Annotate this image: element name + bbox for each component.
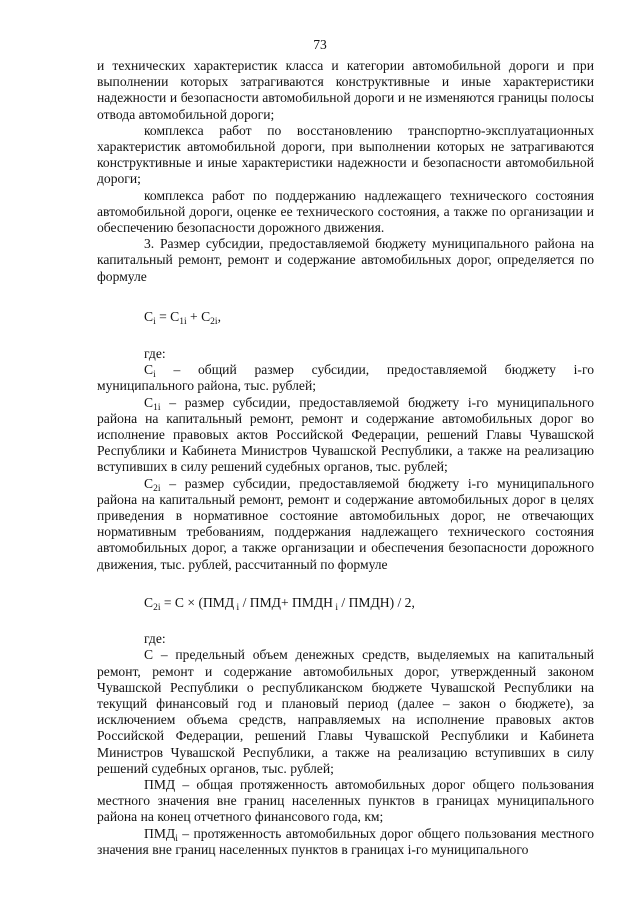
- definition-pmdi: $ПМД_i$ – протяженность автомобильных дорог общего пользования местного значения вне границ населенных пунктов в границах i-го муниципального: [97, 825, 594, 857]
- definition-c1i: $C_{1i}$ – размер субсидии, предоставляемой бюджету i-го муниципального района на капитальный ремонт, ремонт и содержание автомобильных дорог во исполнение правовых актов Российской Федерации, решений Главы Чувашской Республики и Кабинета Министров Чувашской Республики, а также на реализацию вступивших в силу решений судебных органов, тыс. рублей;: [97, 394, 594, 475]
- page-body: [97, 58, 594, 858]
- paragraph-restoration-works: комплекса работ по восстановлению транспортно-эксплуатационных характеристик автомобильной дороги, при выполнении которых не затрагиваются конструктивные и иные характеристики надежности и безопасности автомобильной дороги;: [97, 122, 594, 187]
- paragraph-maintenance-works: комплекса работ по поддержанию надлежащего технического состояния автомобильной дороги, оценке ее технического состояния, а также по организации и обеспечению безопасности дорожного движения.: [97, 187, 594, 236]
- definition-c: С – предельный объем денежных средств, выделяемых на капитальный ремонт, ремонт и содержание автомобильных дорог, утвержденный законом Чувашской Республики о республиканском бюджете Чувашской Республики на текущий финансовый год и плановый период (далее – закон о бюджете), за исключением объема средств, направляемых на исполнение правовых актов Российской Федерации, решений Главы Чувашской Республики и Кабинета Министров Чувашской Республики, а также на реализацию вступивших в силу решений судебных органов, тыс. рублей;: [97, 647, 594, 776]
- paragraph-subsidy-size: 3. Размер субсидии, предоставляемой бюджету муниципального района на капитальный ремонт, ремонт и содержание автомобильных дорог, определяется по формуле: [97, 236, 594, 284]
- where-label: где:: [144, 346, 166, 362]
- paragraph-continuation: и технических характеристик класса и категории автомобильной дороги и при выполнении которых затрагиваются конструктивные и иные характеристики надежности и безопасности автомобильной дороги и не изменяются границы полосы отвода автомобильной дороги;: [97, 58, 594, 122]
- definition-c2i: $C_{2i}$ – размер субсидии, предоставляемой бюджету i-го муниципального района на капитальный ремонт, ремонт и содержание автомобильных дорог в целях приведения в нормативное состояние автомобильных дорог, не отвечающих нормативным требованиям, поддержания надлежащего технического состояния автомобильных дорог, а также организации и обеспечения безопасности дорожного движения, тыс. рублей, рассчитанный по формуле: [97, 475, 594, 572]
- definition-ci: $C_i$ – общий размер субсидии, предоставляемой бюджету i-го муниципального района, тыс. рублей;: [97, 362, 594, 394]
- formula-total-subsidy: $C_i = C_{1i} + C_{2i}$,: [144, 308, 221, 327]
- definition-pmd: ПМД – общая протяженность автомобильных дорог общего пользования местного значения вне границ населенных пунктов в границах муниципального района на конец отчетного финансового года, км;: [97, 776, 594, 825]
- formula-c2i: $C_{2i} = C \times (ПМД$ $_i$ / ПМД+ ПМДН $_i$ / ПМДН) / 2,: [144, 594, 415, 613]
- page-number: 73: [313, 37, 327, 52]
- where-label-2: где:: [144, 631, 166, 647]
